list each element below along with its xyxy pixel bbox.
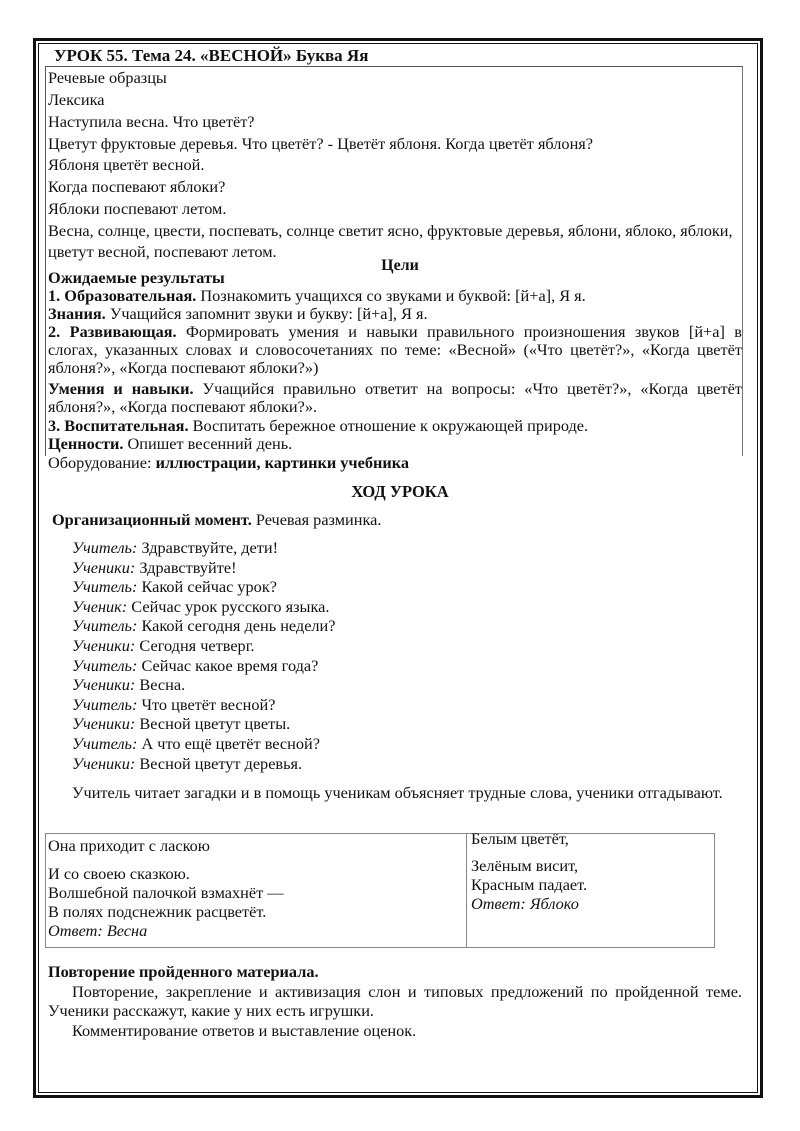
goal-knowledge-text: Учащийся запомнит звуки и букву: [й+а], Я я. xyxy=(105,304,428,323)
review-comment: Комментирование ответов и выставление оценок. xyxy=(72,1021,417,1040)
dialog-speaker: Ученики: xyxy=(72,557,136,577)
riddle-table-divider xyxy=(466,833,467,948)
dialog-line xyxy=(72,558,237,578)
goal-developing xyxy=(48,323,742,377)
dialog-line xyxy=(72,754,302,774)
speech-line-4: Когда поспевают яблоки? xyxy=(48,177,226,196)
dialog-text: Сейчас урок русского языка. xyxy=(127,596,330,616)
dialog-speaker: Ученики: xyxy=(72,675,136,695)
goal-developing-label: 2. Развивающая. xyxy=(48,322,177,341)
dialog-speaker: Ученики: xyxy=(72,753,136,773)
dialog-text: Здравствуйте! xyxy=(135,557,237,577)
dialog-line xyxy=(72,714,290,734)
goal-knowledge-label: Знания. xyxy=(48,304,106,323)
speech-line-3: Яблоня цветёт весной. xyxy=(48,155,205,174)
goal-knowledge xyxy=(48,305,428,323)
riddle-right-line-2: Зелёным висит, xyxy=(471,856,579,875)
riddle-left-line-1: Она приходит с ласкою xyxy=(48,836,210,855)
dialog-text: Какой сейчас урок? xyxy=(137,577,277,597)
org-moment xyxy=(52,510,381,530)
dialog-text: Здравствуйте, дети! xyxy=(137,538,279,557)
dialog-text: А что ещё цветёт весной? xyxy=(137,734,320,753)
speech-line-5: Яблоки поспевают летом. xyxy=(48,199,227,218)
dialog-line xyxy=(72,695,275,715)
dialog-speaker: Учитель: xyxy=(72,734,138,753)
review-heading: Повторение пройденного материала. xyxy=(48,962,319,981)
riddle-left-line-3: Волшебной палочкой взмахнёт — xyxy=(48,883,284,902)
dialog-speaker: Ученики: xyxy=(72,714,136,734)
equipment-text: иллюстрации, картинки учебника xyxy=(155,453,410,472)
dialog-speaker: Учитель: xyxy=(72,655,138,675)
dialog-line xyxy=(72,616,336,636)
goal-values-text: Опишет весенний день. xyxy=(123,434,293,453)
dialog-line xyxy=(72,636,255,656)
goal-educational-text: Познакомить учащихся со звуками и буквой: [й+а], Я я. xyxy=(196,286,586,305)
goal-skills-text: Учащийся правильно ответит на вопросы: «Что цветёт?», «Когда цветёт яблоня?», «Когда поспевают яблоки?». xyxy=(48,379,742,416)
goal-skills-label: Умения и навыки. xyxy=(48,379,194,398)
dialog-text: Весной цветут деревья. xyxy=(135,753,303,773)
dialog-speaker: Учитель: xyxy=(72,577,138,597)
samples-label: Речевые образцы xyxy=(48,68,167,87)
dialog-text: Весна. xyxy=(135,675,186,695)
goals-heading: Цели xyxy=(381,257,419,274)
riddle-right-line-1: Белым цветёт, xyxy=(471,829,569,848)
riddle-right-line-3: Красным падает. xyxy=(471,875,588,894)
expected-results-label: Ожидаемые результаты xyxy=(48,268,225,287)
riddle-left-line-2: И со своею сказкою. xyxy=(48,864,190,883)
dialog-line xyxy=(72,538,278,558)
goal-upbringing-text: Воспитать бережное отношение к окружающей природе. xyxy=(188,416,589,435)
dialog-line xyxy=(72,675,185,695)
goal-educational-label: 1. Образовательная. xyxy=(48,286,197,305)
dialog-speaker: Ученик: xyxy=(72,596,128,616)
goal-educational xyxy=(48,287,586,305)
riddle-left-line-4: В полях подснежник расцветёт. xyxy=(48,902,267,921)
dialog-speaker: Учитель: xyxy=(72,694,138,714)
riddle-left-answer: Ответ: Весна xyxy=(48,921,148,940)
equipment-label: Оборудование: xyxy=(48,453,156,472)
dialog-line xyxy=(72,577,277,597)
org-moment-text: Речевая разминка. xyxy=(251,510,382,529)
dialog-speaker: Ученики: xyxy=(72,636,136,655)
goal-upbringing-label: 3. Воспитательная. xyxy=(48,416,189,435)
dialog-text: Сейчас какое время года? xyxy=(137,655,319,675)
dialog-line xyxy=(72,597,329,617)
riddle-intro: Учитель читает загадки и в помощь ученикам объясняет трудные слова, ученики отгадывают. xyxy=(72,783,723,802)
dialog-text: Какой сегодня день недели? xyxy=(137,616,336,636)
lesson-progress-heading: ХОД УРОКА xyxy=(351,482,449,501)
lexicon-label: Лексика xyxy=(48,90,105,109)
goal-values xyxy=(48,435,292,453)
dialog-line xyxy=(72,656,318,676)
dialog-speaker: Учитель: xyxy=(72,616,138,636)
dialog-speaker: Учитель: xyxy=(72,538,138,557)
riddle-right-answer: Ответ: Яблоко xyxy=(471,894,579,913)
goal-developing-text: Формировать умения и навыки правильного произношения звуков [й+а] в слогах, указанных словах и словосочетаниях по теме: «Весной» («Что цветёт?», «Когда цветёт яблоня?», «Когда поспевают яблоки?») xyxy=(48,322,742,377)
org-moment-label: Организационный момент. xyxy=(52,510,252,529)
dialog-text: Что цветёт весной? xyxy=(137,694,276,714)
review-text: Повторение, закрепление и активизация слон и типовых предложений по пройденной теме. Ученики расскажут, какие у них есть игрушки. xyxy=(48,982,742,1020)
dialog-line xyxy=(72,734,320,754)
speech-line-1: Наступила весна. Что цветёт? xyxy=(48,112,255,131)
dialog-text: Весной цветут цветы. xyxy=(135,714,291,734)
lesson-title: УРОК 55. Тема 24. «ВЕСНОЙ» Буква Яя xyxy=(54,46,369,65)
dialog-text: Сегодня четверг. xyxy=(135,636,255,655)
equipment xyxy=(48,454,409,472)
goal-upbringing xyxy=(48,417,588,435)
goal-values-label: Ценности. xyxy=(48,434,124,453)
goal-skills xyxy=(48,380,742,416)
speech-line-2: Цветут фруктовые деревья. Что цветёт? - Цветёт яблоня. Когда цветёт яблоня? xyxy=(48,134,593,153)
vocabulary-text: Весна, солнце, цвести, поспевать, солнце светит ясно, фруктовые деревья, яблони, яблоко, яблоки, цветут весной, поспевают летом. xyxy=(48,221,733,261)
